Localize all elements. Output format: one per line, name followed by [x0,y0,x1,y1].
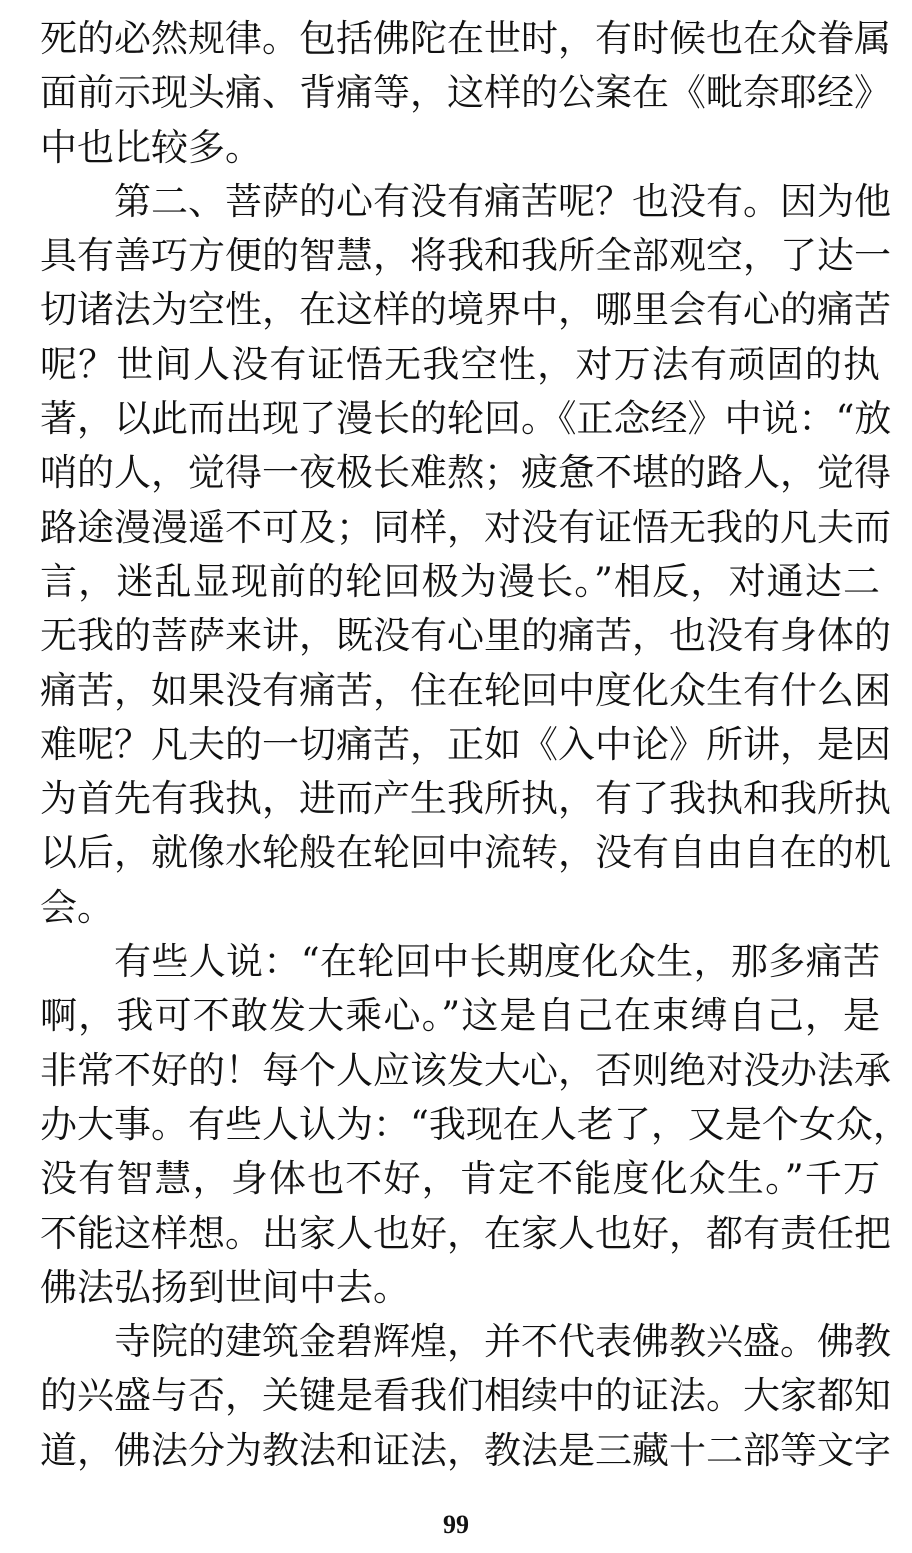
text-line: 啊，我可不敢发大乘心。”这是自己在束缚自己，是 [40,994,880,1038]
paragraph [40,12,891,175]
text-line: 无我的菩萨来讲，既没有心里的痛苦，也没有身体的 [40,614,891,658]
text-line: 呢？世间人没有证悟无我空性，对万法有顽固的执 [40,342,880,386]
text-line: 不能这样想。出家人也好，在家人也好，都有责任把 [40,1211,891,1255]
text-line: 有些人说：“在轮回中长期度化众生，那多痛苦 [114,940,880,984]
text-line: 哨的人，觉得一夜极长难熬；疲惫不堪的路人，觉得 [40,451,891,495]
text-line: 面前示现头痛、背痛等，这样的公案在《毗奈耶经》 [40,71,891,115]
text-line: 第二、菩萨的心有没有痛苦呢？也没有。因为他 [114,179,891,223]
text-line: 会。 [40,885,114,929]
paragraph [40,175,892,935]
text-line: 非常不好的！每个人应该发大心，否则绝对没办法承 [40,1048,891,1092]
text-line: 痛苦，如果没有痛苦，住在轮回中度化众生有什么困 [40,668,891,712]
text-line: 路途漫漫遥不可及；同样，对没有证悟无我的凡夫而 [40,505,891,549]
text-line: 著，以此而出现了漫长的轮回。《正念经》中说：“放 [40,397,892,441]
text-line: 具有善巧方便的智慧，将我和我所全部观空，了达一 [40,234,891,278]
text-line: 没有智慧，身体也不好，肯定不能度化众生。”千万 [40,1157,880,1201]
text-line: 佛法弘扬到世间中去。 [40,1265,410,1309]
text-line: 难呢？凡夫的一切痛苦，正如《入中论》所讲，是因 [40,722,891,766]
body-text [40,12,910,1478]
text-line: 中也比较多。 [40,125,262,169]
text-line: 寺院的建筑金碧辉煌，并不代表佛教兴盛。佛教 [114,1320,891,1364]
text-line: 为首先有我执，进而产生我所执，有了我执和我所执 [40,777,891,821]
text-line: 言，迷乱显现前的轮回极为漫长。”相反，对通达二 [40,559,880,603]
paragraph [40,935,910,1315]
paragraph [40,1315,891,1478]
text-line: 的兴盛与否，关键是看我们相续中的证法。大家都知 [40,1374,891,1418]
text-line: 切诸法为空性，在这样的境界中，哪里会有心的痛苦 [40,288,891,332]
text-line: 道，佛法分为教法和证法，教法是三藏十二部等文字 [40,1428,891,1472]
text-line: 办大事。有些人认为：“我现在人老了，又是个女众， [40,1102,910,1146]
text-line: 死的必然规律。包括佛陀在世时，有时候也在众眷属 [40,17,891,60]
page-number: 99 [443,1510,469,1539]
text-line: 以后，就像水轮般在轮回中流转，没有自由自在的机 [40,831,891,875]
